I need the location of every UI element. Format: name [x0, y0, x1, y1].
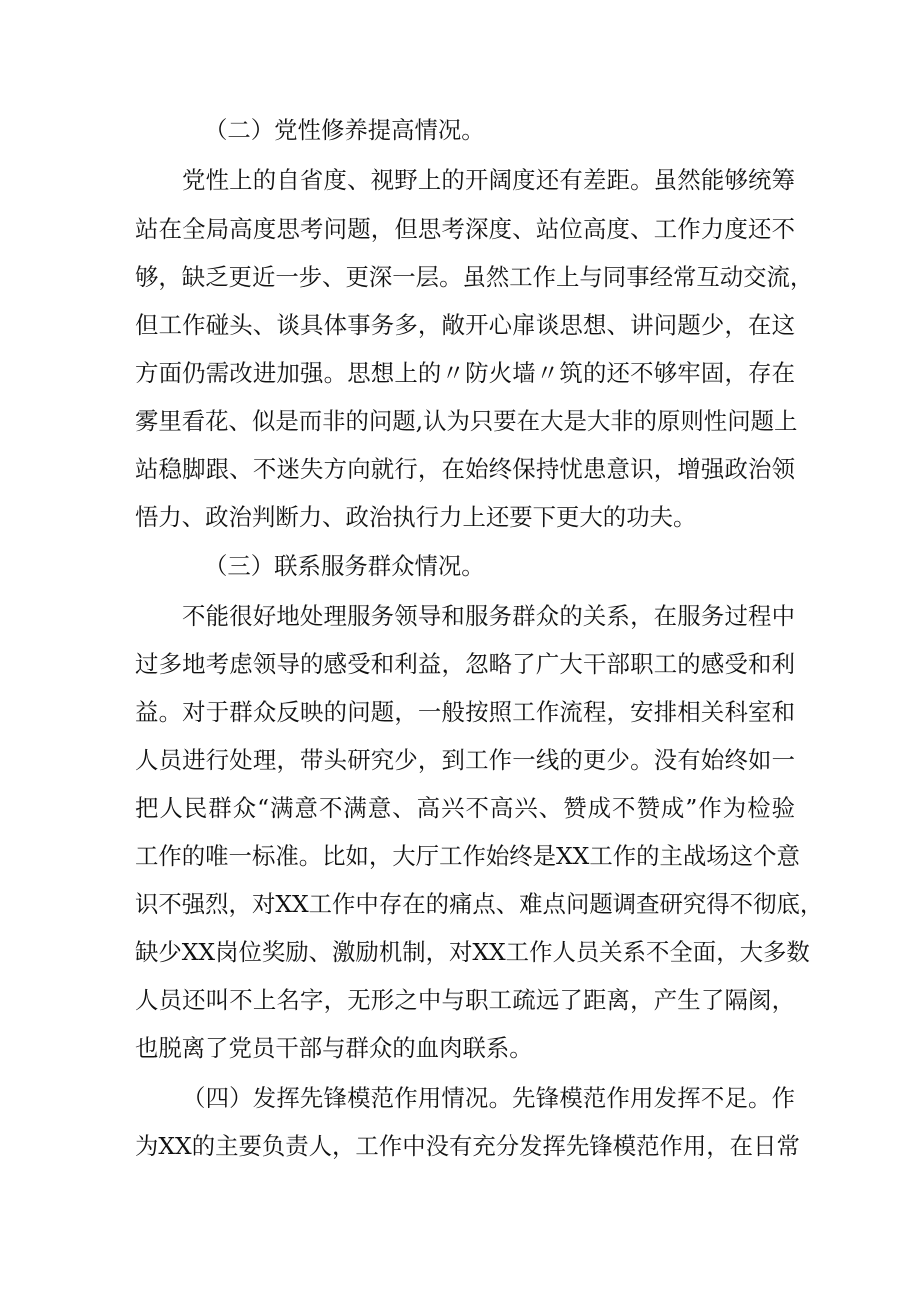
paragraph-line: 但工作碰头、谈具体事务多，敞开心扉谈思想、讲问题少，在这	[135, 311, 795, 339]
section-heading-4-line: （四）发挥先锋模范作用情况。先锋模范作用发挥不足。作	[182, 1084, 795, 1112]
paragraph-line: 人员还叫不上名字，无形之中与职工疏远了距离，产生了隔阂，	[135, 986, 795, 1014]
paragraph-line: 方面仍需改进加强。思想上的〃防火墙〃筑的还不够牢固，存在	[135, 359, 795, 387]
paragraph-line: 站在全局高度思考问题，但思考深度、站位高度、工作力度还不	[135, 215, 795, 243]
paragraph-line: 人员进行处理，带头研究少，到工作一线的更少。没有始终如一	[135, 746, 795, 774]
paragraph-line: 够，缺乏更近一步、更深一层。虽然工作上与同事经常互动交流，	[135, 263, 814, 291]
paragraph-line: 益。对于群众反映的问题，一般按照工作流程，安排相关科室和	[135, 698, 795, 726]
section-heading-3: （三）联系服务群众情况。	[204, 552, 485, 580]
paragraph-line: 把人民群众“满意不满意、高兴不高兴、赞成不赞成”作为检验	[135, 794, 795, 822]
paragraph-line: 为XX的主要负责人，工作中没有充分发挥先锋模范作用，在日常	[135, 1132, 800, 1160]
paragraph-line: 工作的唯一标准。比如，大厅工作始终是XX工作的主战场这个意	[135, 842, 800, 870]
section-heading-2: （二）党性修养提高情况。	[204, 116, 485, 144]
paragraph-line: 站稳脚跟、不迷失方向就行，在始终保持忧患意识，增强政治领	[135, 455, 795, 483]
paragraph-line: 识不强烈，对XX工作中存在的痛点、难点问题调查研究得不彻底，	[135, 890, 824, 918]
paragraph-line: 雾里看花、似是而非的问题,认为只要在大是大非的原则性问题上	[135, 407, 798, 435]
paragraph-line: 也脱离了党员干部与群众的血肉联系。	[135, 1034, 533, 1062]
paragraph-line: 缺少XX岗位奖励、激励机制，对XX工作人员关系不全面，大多数	[135, 938, 810, 966]
paragraph-line: 不能很好地处理服务领导和服务群众的关系，在服务过程中	[182, 602, 795, 630]
paragraph-line: 过多地考虑领导的感受和利益，忽略了广大干部职工的感受和利	[135, 650, 795, 678]
paragraph-line: 党性上的自省度、视野上的开阔度还有差距。虽然能够统筹	[182, 166, 795, 194]
paragraph-line: 悟力、政治判断力、政治执行力上还要下更大的功夫。	[135, 503, 697, 531]
